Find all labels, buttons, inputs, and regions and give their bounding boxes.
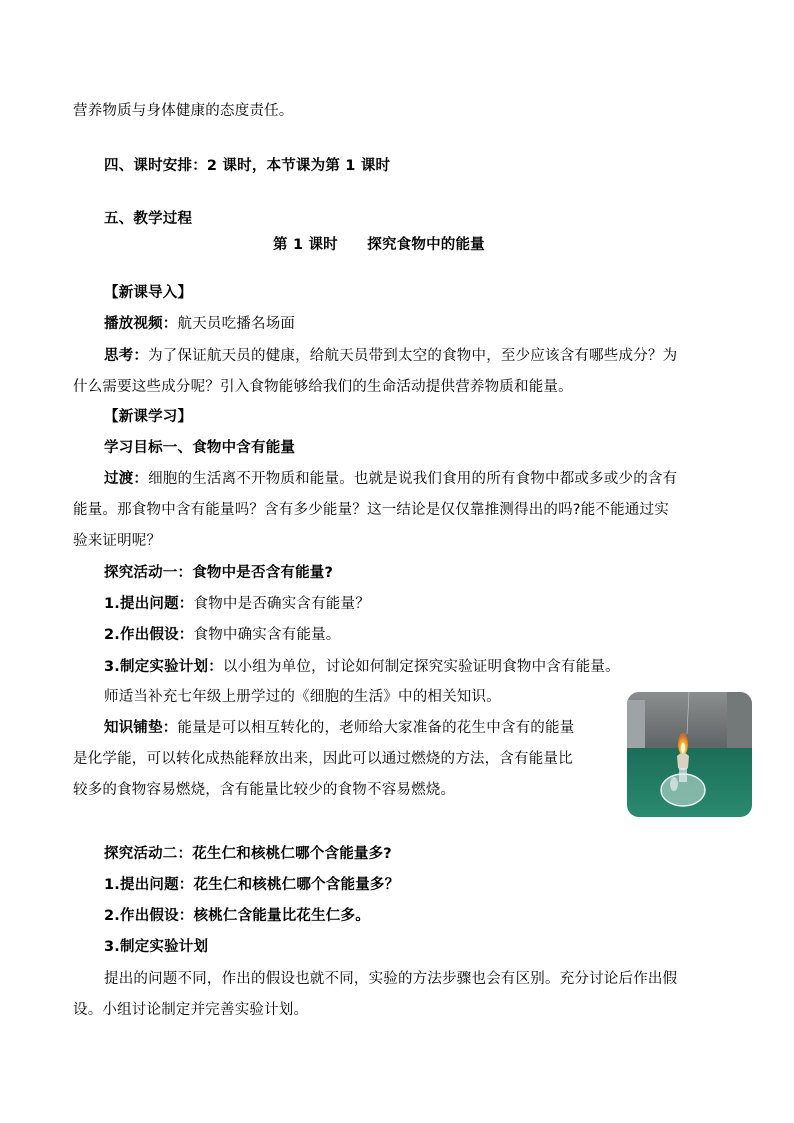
text-line: 营养物质与身体健康的态度责任。 xyxy=(73,103,294,119)
section-heading: 五、教学过程 xyxy=(104,211,193,227)
label: 2.作出假设： xyxy=(104,627,194,643)
lesson-title: 第 1 课时 探究食物中的能量 xyxy=(273,237,485,253)
section-heading: 四、课时安排：2 课时，本节课为第 1 课时 xyxy=(104,158,391,174)
text-line xyxy=(104,656,620,678)
text-line xyxy=(104,468,677,490)
text-line: 是化学能，可以转化成热能释放出来，因此可以通过燃烧的方法，含有能量比 xyxy=(73,751,573,767)
label: 3.制定实验计划： xyxy=(104,659,223,675)
text: 以小组为单位，讨论如何制定探究实验证明食物中含有能量。 xyxy=(222,659,620,675)
text: 细胞的生活离不开物质和能量。也就是说我们食用的所有食物中都或多或少的含有 xyxy=(148,471,678,487)
label: 播放视频： xyxy=(104,316,178,332)
text-line xyxy=(104,717,574,739)
burning-peanut-photo xyxy=(627,692,752,817)
text-line xyxy=(104,345,677,367)
text-line: 设。小组讨论制定并完善实验计划。 xyxy=(73,1002,309,1018)
subsection-heading: 【新课学习】 xyxy=(104,409,193,425)
text-line: 3.制定实验计划 xyxy=(104,939,209,955)
text-line: 能量。那食物中含有能量吗？含有多少能量？这一结论是仅仅靠推测得出的吗?能不能通过实 xyxy=(73,502,669,518)
label: 思考： xyxy=(104,348,149,364)
photo-illustration xyxy=(627,692,752,817)
label: 知识铺垫： xyxy=(104,720,178,736)
text-line: 师适当补充七年级上册学过的《细胞的生活》中的相关知识。 xyxy=(104,689,501,705)
subsection-heading: 【新课导入】 xyxy=(104,285,193,301)
text: 食物中是否确实含有能量？ xyxy=(193,596,370,612)
text: 航天员吃播名场面 xyxy=(177,316,296,332)
label: 1.提出问题： xyxy=(104,596,194,612)
text: 能量是可以相互转化的，老师给大家准备的花生中含有的能量 xyxy=(177,720,575,736)
label: 过渡： xyxy=(104,471,149,487)
text: 为了保证航天员的健康，给航天员带到太空的食物中，至少应该含有哪些成分？为 xyxy=(148,348,678,364)
text-line: 1.提出问题：花生仁和核桃仁哪个含能量多？ xyxy=(104,877,400,893)
goal-heading: 学习目标一、食物中含有能量 xyxy=(104,440,296,456)
text: 食物中确实含有能量。 xyxy=(193,627,341,643)
text-line: 提出的问题不同，作出的假设也就不同，实验的方法步骤也会有区别。充分讨论后作出假 xyxy=(104,971,678,987)
text-line xyxy=(104,593,370,615)
activity-heading: 探究活动二：花生仁和核桃仁哪个含能量多? xyxy=(104,846,392,862)
text-line: 2.作出假设：核桃仁含能量比花生仁多。 xyxy=(104,908,370,924)
text-line: 什么需要这些成分呢？引入食物能够给我们的生命活动提供营养物质和能量。 xyxy=(73,379,573,395)
text-line xyxy=(104,624,341,646)
text-line: 验来证明呢？ xyxy=(73,533,162,549)
activity-heading: 探究活动一：食物中是否含有能量? xyxy=(104,565,334,581)
text-line: 较多的食物容易燃烧，含有能量比较少的食物不容易燃烧。 xyxy=(73,782,456,798)
text-line xyxy=(104,313,295,335)
